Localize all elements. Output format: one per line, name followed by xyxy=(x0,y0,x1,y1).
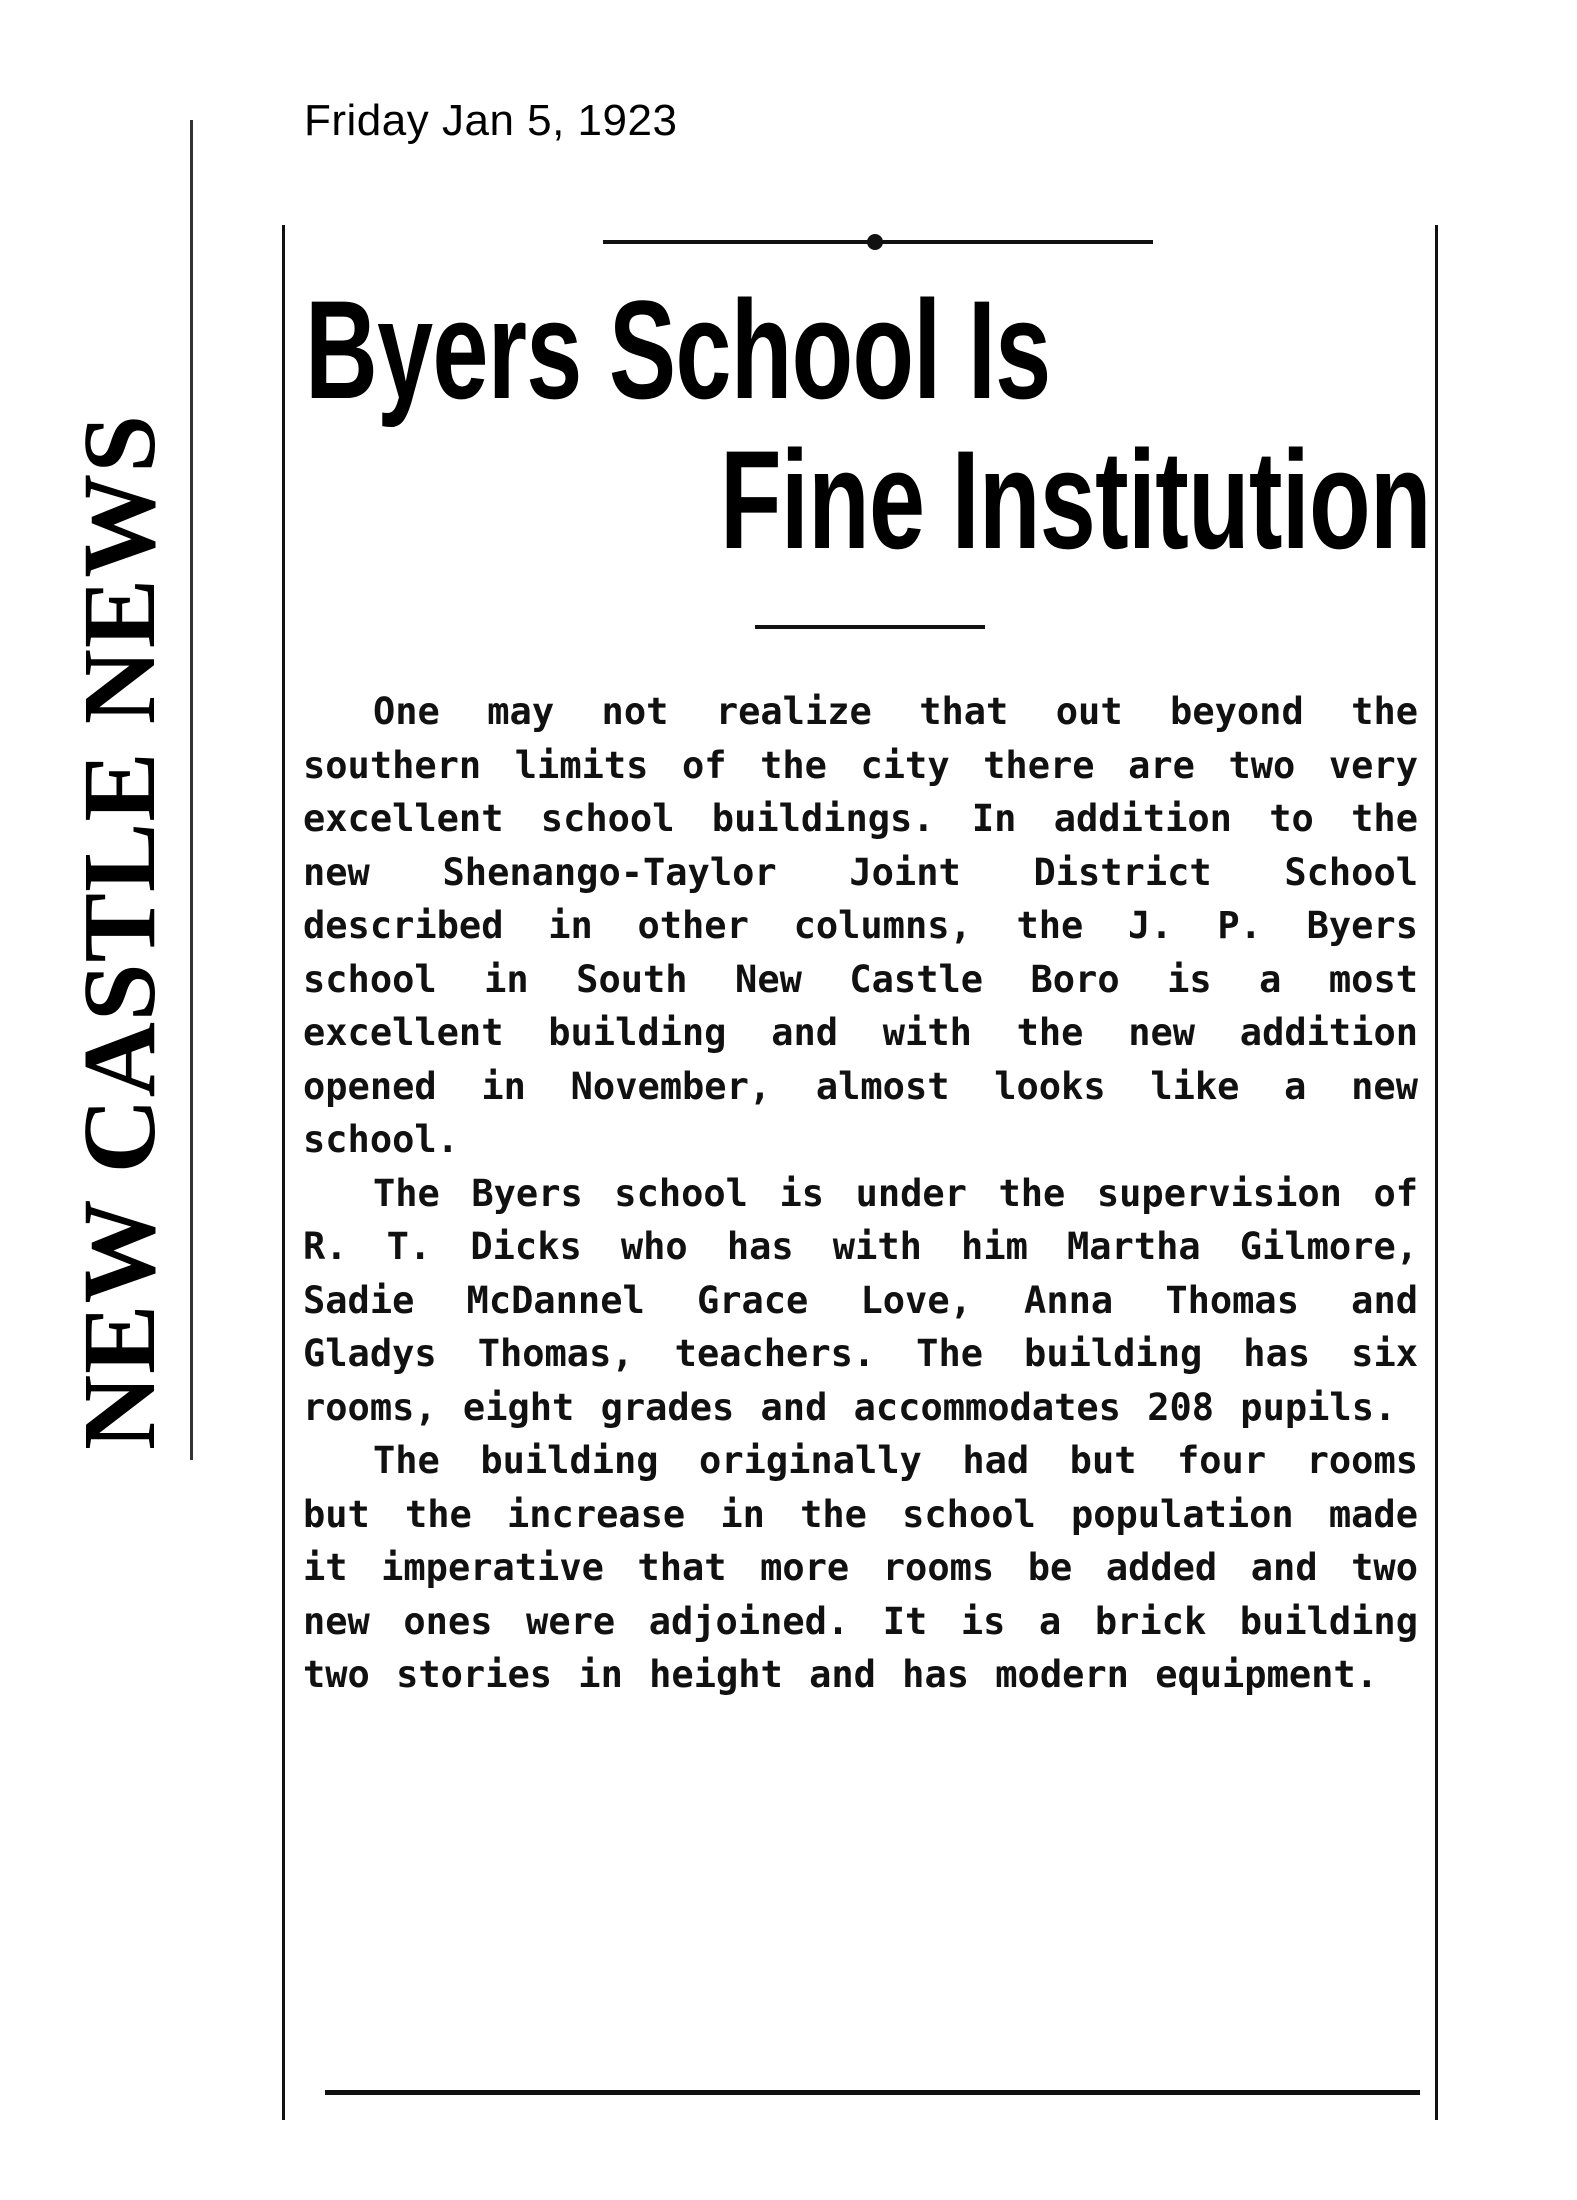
headline-line-1: Byers School Is xyxy=(305,271,1051,428)
bottom-rule xyxy=(325,2090,1420,2095)
article-body xyxy=(303,685,1418,1702)
article-paragraph-3: The building originally had but four rooms but the increase in the school population made it imperative that more rooms be added and two new ones were adjoined. It is a brick building two stories in height and has modern equipment. xyxy=(303,1439,1418,1696)
date-line: Friday Jan 5, 1923 xyxy=(304,96,678,145)
headline-divider xyxy=(755,625,985,629)
headline-line-2: Fine Institution xyxy=(720,421,1431,578)
article-paragraph-1: One may not realize that out beyond the southern limits of the city there are two very excellent school buildings. In addition to the new Shenango-Taylor Joint District School described in other columns, the J. P. Byers school in South New Castle Boro is a most excellent building and with the new addition opened in November, almost looks like a new school. xyxy=(303,690,1418,1161)
article-clipping xyxy=(282,225,1438,2120)
article-paragraph-2: The Byers school is under the supervision of R. T. Dicks who has with him Martha Gilmore, Sadie McDannel Grace Love, Anna Thomas and Gladys Thomas, teachers. The building has six rooms, eight grades and accommodates 208 pupils. xyxy=(303,1171,1418,1429)
top-rule-ornament xyxy=(867,234,883,250)
masthead-newspaper-name: NEW CASTLE NEWS xyxy=(62,413,177,1450)
masthead-divider xyxy=(190,120,193,1460)
